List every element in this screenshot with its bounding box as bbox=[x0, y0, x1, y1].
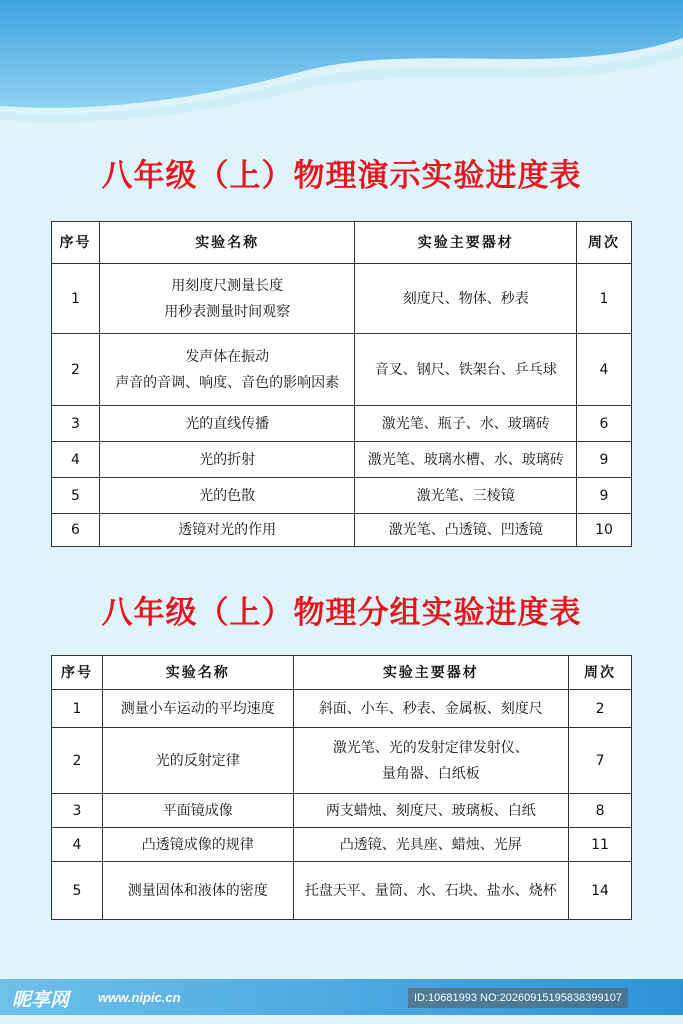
equipment-list-line: 斜面、小车、秒表、金属板、刻度尺 bbox=[318, 700, 543, 717]
row-number: 5 bbox=[52, 862, 103, 920]
row-number: 3 bbox=[52, 794, 103, 828]
equipment-list-line: 激光笔、光的发射定律发射仪、 bbox=[332, 739, 529, 756]
experiment-name-line: 光的折射 bbox=[199, 451, 256, 468]
experiment-name bbox=[99, 264, 355, 334]
row-number: 4 bbox=[52, 442, 100, 478]
equipment-list bbox=[293, 828, 568, 862]
table-row bbox=[52, 406, 632, 442]
equipment-list-line: 量角器、白纸板 bbox=[381, 765, 480, 782]
experiment-name-line: 用秒表测量时间观察 bbox=[164, 303, 291, 320]
header-equipment: 实验主要器材 bbox=[293, 656, 568, 690]
header-equipment: 实验主要器材 bbox=[355, 222, 577, 264]
table-row bbox=[52, 478, 632, 514]
equipment-list bbox=[293, 728, 568, 794]
row-number: 1 bbox=[52, 264, 100, 334]
row-number: 3 bbox=[52, 406, 100, 442]
week-number: 8 bbox=[569, 794, 632, 828]
week-number: 11 bbox=[569, 828, 632, 862]
header-name: 实验名称 bbox=[102, 656, 293, 690]
equipment-list bbox=[355, 514, 577, 547]
week-number: 6 bbox=[577, 406, 632, 442]
table-row bbox=[52, 690, 632, 728]
experiment-name-line: 声音的音调、响度、音色的影响因素 bbox=[115, 374, 340, 391]
demo-experiment-title: 八年级（上）物理演示实验进度表 bbox=[101, 158, 582, 194]
table-row bbox=[52, 828, 632, 862]
experiment-name-line: 用刻度尺测量长度 bbox=[171, 277, 284, 294]
equipment-list bbox=[355, 406, 577, 442]
table-row bbox=[52, 514, 632, 547]
equipment-list bbox=[293, 690, 568, 728]
experiment-name-line: 透镜对光的作用 bbox=[178, 522, 277, 538]
equipment-list bbox=[293, 862, 568, 920]
week-number: 4 bbox=[577, 334, 632, 406]
experiment-name bbox=[102, 794, 293, 828]
experiment-name bbox=[99, 478, 355, 514]
week-number: 2 bbox=[569, 690, 632, 728]
week-number: 10 bbox=[577, 514, 632, 547]
experiment-name-line: 测量小车运动的平均速度 bbox=[120, 700, 275, 717]
table-row bbox=[52, 794, 632, 828]
experiment-name-line: 凸透镜成像的规律 bbox=[141, 836, 254, 853]
week-number: 9 bbox=[577, 478, 632, 514]
experiment-name-line: 光的直线传播 bbox=[185, 415, 270, 432]
table-row bbox=[52, 728, 632, 794]
table-row bbox=[52, 264, 632, 334]
week-number: 7 bbox=[569, 728, 632, 794]
equipment-list bbox=[355, 478, 577, 514]
equipment-list bbox=[355, 442, 577, 478]
experiment-name bbox=[99, 406, 355, 442]
experiment-name bbox=[102, 690, 293, 728]
header-name: 实验名称 bbox=[99, 222, 355, 264]
row-number: 2 bbox=[52, 334, 100, 406]
week-number: 1 bbox=[577, 264, 632, 334]
equipment-list-line: 激光笔、瓶子、水、玻璃砖 bbox=[381, 415, 550, 432]
group-experiment-title: 八年级（上）物理分组实验进度表 bbox=[101, 595, 582, 631]
table-row bbox=[52, 862, 632, 920]
group-experiment-table bbox=[51, 655, 632, 920]
experiment-name bbox=[102, 862, 293, 920]
equipment-list bbox=[355, 264, 577, 334]
equipment-list-line: 凸透镜、光具座、蜡烛、光屏 bbox=[339, 836, 522, 853]
experiment-name bbox=[102, 728, 293, 794]
equipment-list bbox=[293, 794, 568, 828]
header-wave-decoration bbox=[0, 0, 683, 140]
experiment-name-line: 平面镜成像 bbox=[162, 802, 233, 819]
experiment-name-line: 光的色散 bbox=[199, 487, 256, 504]
week-number: 9 bbox=[577, 442, 632, 478]
image-id-label: ID:10681993 NO:20260915195838399107 bbox=[408, 988, 628, 1008]
row-number: 5 bbox=[52, 478, 100, 514]
header-num: 序号 bbox=[52, 656, 103, 690]
equipment-list-line: 托盘天平、量筒、水、石块、盐水、烧杯 bbox=[304, 882, 557, 899]
equipment-list bbox=[355, 334, 577, 406]
equipment-list-line: 两支蜡烛、刻度尺、玻璃板、白纸 bbox=[325, 802, 536, 819]
row-number: 4 bbox=[52, 828, 103, 862]
header-week: 周次 bbox=[569, 656, 632, 690]
table-row bbox=[52, 442, 632, 478]
row-number: 6 bbox=[52, 514, 100, 547]
experiment-name-line: 发声体在振动 bbox=[185, 348, 270, 365]
experiment-name bbox=[99, 514, 355, 547]
equipment-list-line: 激光笔、凸透镜、凹透镜 bbox=[388, 522, 543, 538]
table-row bbox=[52, 334, 632, 406]
demo-experiment-table bbox=[51, 221, 632, 547]
equipment-list-line: 激光笔、三棱镜 bbox=[416, 487, 515, 504]
row-number: 2 bbox=[52, 728, 103, 794]
equipment-list-line: 音叉、钢尺、铁架台、乒乓球 bbox=[374, 361, 557, 378]
experiment-name-line: 测量固体和液体的密度 bbox=[127, 882, 268, 899]
header-week: 周次 bbox=[577, 222, 632, 264]
site-logo: 昵享网 bbox=[12, 989, 70, 1011]
site-url: www.nipic.cn bbox=[98, 990, 181, 1005]
week-number: 14 bbox=[569, 862, 632, 920]
header-num: 序号 bbox=[52, 222, 100, 264]
row-number: 1 bbox=[52, 690, 103, 728]
experiment-name-line: 光的反射定律 bbox=[155, 752, 240, 769]
equipment-list-line: 激光笔、玻璃水槽、水、玻璃砖 bbox=[367, 451, 564, 468]
experiment-name bbox=[102, 828, 293, 862]
experiment-name bbox=[99, 334, 355, 406]
equipment-list-line: 刻度尺、物体、秒表 bbox=[402, 290, 529, 307]
experiment-name bbox=[99, 442, 355, 478]
